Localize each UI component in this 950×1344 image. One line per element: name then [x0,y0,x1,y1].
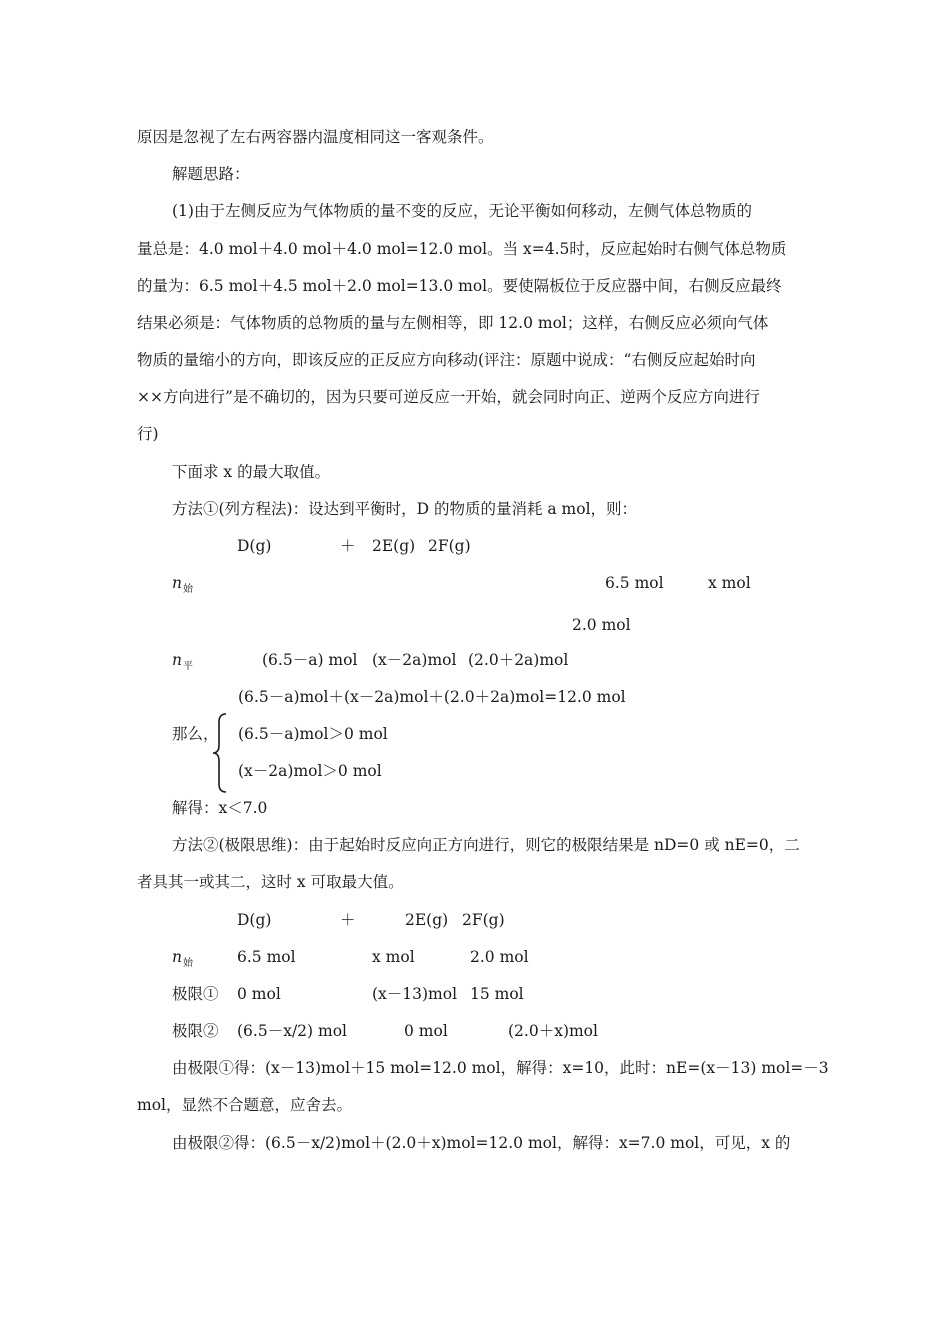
value-e: (x－2a)mol [372,651,457,669]
section-heading: 解题思路： [172,165,250,183]
left-brace [212,712,228,794]
value-d: (6.5－a) mol [262,651,358,669]
n-symbol: n [172,574,182,592]
paragraph-line-9: 行) [137,425,159,443]
paragraph-line-4: 量总是：4.0 mol＋4.0 mol＋4.0 mol=12.0 mol。当 x=4.5时，反应起始时右侧气体总物质 [137,240,787,258]
n-subscript: 平 [183,661,193,672]
value-e: (x－13)mol [372,985,458,1003]
n-subscript: 始 [183,958,193,969]
paragraph-line-5: 的量为：6.5 mol＋4.5 mol＋2.0 mol=13.0 mol。要使隔板位于反应器中间，右侧反应最终 [137,277,782,295]
value-e: 0 mol [404,1022,448,1040]
plus-sign: ＋ [340,911,356,929]
reactant-e: 2E(g) [405,911,449,929]
value-f: 2.0 mol [470,948,529,966]
n-symbol: n [172,651,182,669]
value-d: 6.5 mol [605,574,664,592]
value-e: x mol [708,574,751,592]
paragraph-line-10: 下面求 x 的最大取值。 [172,463,331,481]
value-f: 15 mol [470,985,524,1003]
paragraph-line-17: 由极限②得：(6.5－x/2)mol＋(2.0＋x)mol=12.0 mol，解得：x=7.0 mol，可见，x 的 [172,1134,791,1152]
value-f: (2.0＋2a)mol [468,651,569,669]
paragraph-line-6: 结果必须是：气体物质的总物质的量与左侧相等，即 12.0 mol；这样，右侧反应必须向气体 [137,314,769,332]
paragraph-line-1: 原因是忽视了左右两容器内温度相同这一客观条件。 [137,128,494,146]
plus-sign: ＋ [340,537,356,555]
paragraph-line-3: (1)由于左侧反应为气体物质的量不变的反应，无论平衡如何移动，左侧气体总物质的 [172,202,752,220]
product-f: 2F(g) [428,537,471,555]
method-2-intro: 方法②(极限思维)：由于起始时反应向正方向进行，则它的极限结果是 nD=0 或 nE=0，二 [172,836,800,854]
value-d: (6.5－x/2) mol [237,1022,347,1040]
paragraph-line-15: 由极限①得：(x－13)mol＋15 mol=12.0 mol，解得：x=10，此时：nE=(x－13) mol=－3 [172,1059,829,1077]
result-line: 解得：x＜7.0 [172,799,268,817]
paragraph-line-7: 物质的量缩小的方向，即该反应的正反应方向移动(评注：原题中说成：“右侧反应起始时向 [137,351,756,369]
reactant-e: 2E(g) [372,537,416,555]
reactant-d: D(g) [237,537,272,555]
value-d: 6.5 mol [237,948,296,966]
value-d: 0 mol [237,985,281,1003]
method-1-intro: 方法①(列方程法)：设达到平衡时，D 的物质的量消耗 a mol，则： [172,500,638,518]
paragraph-line-16: mol，显然不合题意，应舍去。 [137,1096,352,1114]
limit-label: 极限② [172,1022,219,1040]
limit-label: 极限① [172,985,219,1003]
system-prefix: 那么， [172,725,219,743]
n-symbol: n [172,948,182,966]
paragraph-line-14: 者具其一或其二，这时 x 可取最大值。 [137,873,404,891]
system-row-3: (x－2a)mol＞0 mol [238,762,382,780]
system-row-2: (6.5－a)mol＞0 mol [238,725,388,743]
value-f: (2.0＋x)mol [508,1022,598,1040]
reactant-d: D(g) [237,911,272,929]
value-e: x mol [372,948,415,966]
n-subscript: 始 [183,584,193,595]
product-f: 2F(g) [462,911,505,929]
system-row-1: (6.5－a)mol＋(x－2a)mol＋(2.0＋2a)mol=12.0 mol [238,688,626,706]
value-f: 2.0 mol [572,616,631,634]
paragraph-line-8: ××方向进行”是不确切的，因为只要可逆反应一开始，就会同时向正、逆两个反应方向进行 [137,388,760,406]
